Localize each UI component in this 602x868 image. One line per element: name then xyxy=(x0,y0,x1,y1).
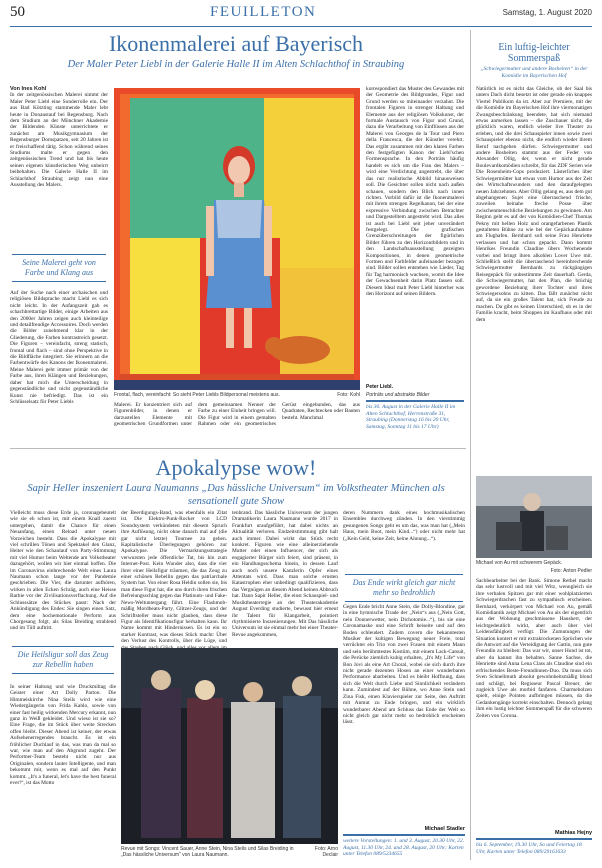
article-divider xyxy=(10,448,466,449)
article-2-column-1: Vielleicht muss diese Erde ja, coronagebeutelt wie sie eh schon ist, mit einem Knall zuerst untergehen, damit die Chance für einen Neuanfang, einen Reload unter neuen Vorzeichen besteht. Dass die Apokalypse mit viel schrillen Tönen und Spektakel den Glanz, Heiter wie den Schaulauf von Party-Stimmung mit viel Humor beim Weltende am Volkstheater dazugehört, wollen wir hier einmal hoffen. Die im Coronavirus einbrechende Welt eines Laura Naumann schon lange vor der Pandemie geschrieben. Die Vier, die darunter aufhören, wirken in allen Ecken Schräg, auch eine Heisse Barbie vor der Zivilisationsverflachung. Auf die Schlusssätze des Stückes passt: Nach der Ankündigung des Endes: Sie singen einen Satz, dem eine hochemotionale Perform aus Chorgesang folgt, als Silas Breiding strahlend und im Tüll auftritt. xyxy=(10,510,116,632)
sig-subtitle: Porträts und abstrakte Bilder xyxy=(366,392,430,398)
stage-photo-caption: Revue mit Songs: Vincent Sauer, Anne Stein, Nina Steils und Silas Breiding in „Das hässliche Universum“ von Laura Naumann. xyxy=(121,846,294,858)
side-body: Natürlich ist es nicht das Gleiche, ob der Saal bis unters Dach dicht besetzt ist oder gerade ein knappes Viertel Publikum da ist. Aber zur Premiere, mit der die Komödie im Bayerischen Hof ihre viermonatigen Zwangsbeschränkung beendete, hat sich niemand etwas anmerken lassen – die Zuschauer nicht, die glücklich waren, endlich wieder live Theater zu erleben, und die drei Schauspieler innen sowie zwei Schauspieler ebenso nicht, die endlich wieder ihrem Beruf nachgehen dürfen. Schwiegermutter und andere Bosheiten stammt aus der Feder von Alexander Ollig, der, wenn er nicht gerade Boulevardkomödien schreibt, für das ZDF Serien wie Die Rosenheim-Cops produziert. Lästerliches über Schwiegermütter hat etwas vom Humor aus der Zeit des Wirtschaftswunders und den daraufgelegten neuen Jahrzehnten. Aber Ollig gelang es, aus dem gut abgehangenen Sujet eine überraschend frische, zuweilen beinahe freche Posse über zwischenmenschliche Beziehungen zu gewinnen. Am Beginn geht es auf der von Komödien-Chef Thomas Pekny mit hellen Holz und orangefarbenen Plastik gestalteten Bühne zu wie bei der Gepäckaufnahme am Flughafen. Bernhard soll seine Frau Henriette verlassen und hat schon gepackt. Dann kommt Henrikes Freundin Claudine übers Wochenende vorbei und bringt ihren alkohlen Lover Uwe mit. Schließlich stellt die überraschend hereinbrechende Schwiegermutter Bernhards zu rückgängigen Reisegepäck für unbestimmte Zeit dauerhaft. Gerda, die Schwiegermutter, hat den Plan, die brüchig gewordene Beziehung ihrer Tochter und ihres Schwiegersohns zu kitten. Das fällt zunächst nicht auf, da sie ein großes Talent hat, sich Freude zu machen. Da gibt es keinen Unterschied, ob es in der Familie kracht, beim Shoppen im Kaufhaus oder mit dem xyxy=(476,86,592,323)
column-divider xyxy=(470,30,471,860)
stage-photo-credit: Foto: Arno Declair xyxy=(314,846,338,858)
pull-quote-1: Seine Malerei geht von Farbe und Klang aus xyxy=(12,254,106,282)
article-2-column-4: deren Nummern dank eines hochmusikalischen Ensembles durchweg zünden. In den vierstimmig gesungenen Songs geht es um das, was man hat („Mein Haus, mein Boot, mein Kind...“) oder nicht mehr hat („Kein Geld, keine Zeit, keine Ahnung...“). xyxy=(343,510,465,542)
painting-credit: Foto: Kohl xyxy=(337,392,360,398)
article-1-column-3: korrespondiert das Muster des Gewandes mit der Geometrie des Bildgrundes, Figur und Grund werden so miteinander verzahnt. Die frontalen Figuren in strenger Haltung und Elemente aus der religiösen Volkskunst, der formale Austausch von Figur und Grund, dazu die Verarbeitung von Einflüssen aus der Malerei von Georges de la Tour und Piero della Francesca, die der Künstler verehrt. Das ergibt zusammen mit den klaren Farben den festgefügten Kanon der Liebl'schen Formensprache. In den Porträts häufig handelt es sich um die Frau des Malers – wird eine Verdichtung angestrebt, die über das nur realistische Abbild hinausweisen soll. Die Gesichter sollen nicht nach außen schauen, sondern den Blick nach innen richten. Vorbild dafür ist die Ikonenmalerei mit ihrem strengen Regelkanon, bei der eine expressive Verbindung zwischen Betrachter und Dargestelltem angestrebt wird. Das alles ist auch bei Liebl seit jeher unverändert festgelegt. Die grafischen Grenzüberschreitungen der figürlichen Bilder führen zu den Horizontbildern und in den Landschaftsausstellung gezeigten Kompositionen, in denen geometrische Formen und Farbfelder aufeinander bezogen sind. Bilder sollen entstehen wie Lieder, Tag für Tag harmonisch wachsen, womit die Idee der Gewachsenheit darin Platz fassen soll. Diesem Ideal malt Peter Liebl hinterher was den Horizont auf seinen Bildern. xyxy=(366,86,464,297)
exhibition-info: bis 30. August in der Galerie Halle II im Alten Schlachthof, Herrenstraße 31, Straubing (Donnerstag 16 bis 20 Uhr, Samstag, Sonntag 11 bis 17 Uhr) xyxy=(366,400,464,430)
pull-quote-2: Die Heilsligur soll das Zeug zur Rebellin haben xyxy=(12,646,114,674)
side-body-2: Sachbearbeiter bei der Bank. Simone Rethel macht das sehr lustvoll und mit viel Witz, wenngleich sie ihre verbalen Spitzen gar mit einer wohlplatzierten Schwiegerdrachen fast zu sympathisch erscheinen. Bernhard, verkörpert von Michael von Au, gemäß Komödiantik zeigt Michael von Au als der eigentlich aus der Wohnung geschmissene Hausherr, der leichtgedeutlich wirkt, aber auch über viel Leidensfähigkeit verfügt. Die Zumutungen der Situation kontert er mit extrakrockenen Sprüchen wie die Antwort auf die Verteidigung der Gattin, nun gute Freundin zu bleiben: Das war wir, unser Hund ist tot, aber du kannst ihn behalten. Sanne Sachse, die Henriette sind Anna Lena Class als Claudine sind ein erfrischendes Beste-Freundinnen-Duo. Da muss sich Sven Schnellmuth absolut gewohnheitsmäßig blond und schlägt, bei Regisseur Pascal Breuer, der zugleich Uwe als morbid fanfaren. Charmebolzen spielt, einige Pointen aufbringen müssen, da die Gedankengänge korrekt einschalten. Dennoch gelang ihm ein lustig leichter Sommerspaß für die schweren Zeiten von Corona. xyxy=(476,578,592,719)
article-2-column-4b: Gegen Ende bricht Anne Stein, die Dolly-Blondine, gar in eine hymnische Tirade der „Nein“s aus („Nein Gott, nein Donnerwetter, nein Dichotomie...“), bis sie eine Coronamaske und eine Schrift beiseite und auf den Boden schleudert. Zudem covern die bekanntesten Musiker der kultigen Bewegung neuer Freie, total verrückter ein Trio von zwei Frauen mit einem Mann und sein berühmtestes Kostüm, mit einem Lack-Catsuit, die Perücke ziemlich kuhig erhalten, „It's My Life“ von Bon Jovi als eine Art Choral, wobei sie sich durch ihre nicht gerade dezenten Hosen an einer wunderbaren Performance abarbeiten. Und es bleibt Hoffnung, dass sich die Welt durch Liebe und Sinnlichkeit verändern kann. Zumindest auf der Bühne, wo Anne Stein und Zina Fisk, einen Klavierspieler zur Seite, den Auftritt mit Anmut zu Ende bringen, und ein wirklich wunderbarer Abend am Schluss das Ende der Welt so nicht gleich gar nicht mehr so bedrohlich erscheinen lässt. xyxy=(343,604,465,726)
article-subtitle-1: Der Maler Peter Liebl in der Galerie Halle II im Alten Schlachthof in Straubing xyxy=(67,59,405,70)
actor-photo xyxy=(476,476,592,558)
article-2-column-3: tenbrand. Das hässliche Universum der jungen Dramatikerin Laura Naumann wurde 2017 in Frankfurt uraufgeführt, hat dabei nichts an Aktualität verloren. Endzeitstimmung gibt halt auch immer. Dabei wirkt das Stück recht konkret. Figuren wie eine alleinerziehende Mutter oder einen Influencer, der sich als engagierter Bürger sich feiert, sind präsent, in ein Handlungsschema hinein, in dessen Lauf auch noch unsere Kanzlerin Opfer eines Attentats wird. Dass man solche ernsten Katastrophen eher unbedingt qualifizieren, dass das Vergnügen an diesem Abend keinen Abbruch hat. Dann Sapir Heller, die einst Schauspiel- und Musiktheaterregie an der Theaterakademie August Everding studierte, bewusst hier erneut ihr Talent für Klangarbeit, pointiert rhythmisierte Inszenierungen. Mit Das hässliche Universum ist sie einmal mehr bei einer Theater-Revue angekommen, xyxy=(232,510,338,638)
side-photo xyxy=(476,476,592,558)
side-photo-credit: Foto: Anton Pedler xyxy=(550,568,592,574)
author-line: Von Ines Kohl xyxy=(10,86,47,92)
page-number: 50 xyxy=(10,4,25,20)
issue-date: Samstag, 1. August 2020 xyxy=(502,8,592,17)
article-1-below-image: Malerei. Er konzentriert sich auf Figurenbilder, in denen er darzustellen Elemente mit geometrischen Grundformen unter dem gemeinsamen Nenner der Farbe zu einer Einheit bringen will. Die Figur wird in einem gemalten Rahmen oder ein geometrisches Gerüst eingebunden, das aus Quadraten, Rechtecken oder Bauten besteht. Manchmal xyxy=(114,402,360,428)
side-photo-caption: Michael von Au mit schwerem Gepäck. xyxy=(476,560,563,566)
side-info: bis 6. September, 19.30 Uhr, So und Feiertag 18 Uhr, Karten unter Telefon 089/29161633 xyxy=(476,838,592,864)
stage-illustration xyxy=(121,648,338,844)
side-author: Mathias Hejny xyxy=(555,830,592,836)
article-2-author: Michael Stadler xyxy=(424,826,465,832)
article-1-column-1b: Auf der Suche nach einer archaischen und religiösen Bildsprache macht Liebl es sich nicht leicht. In der Anfangszeit gab es schachbrettartige Bilder, einige Arbeiten aus den 2000er Jahren zeigen auch kleinteilige und detailfreudige Accessoires. Doch werden die Bilder zunehmend klar in der Gliederung, die Farben kontrastreich gesetzt. Die Figuren – vereinfacht, streng statisch, frontal und flach – sind ohne Perspektive in die Bildfläche integriert. Sie erinnern an die Farbentwürfe des Kanons der Ikonenmalerei. Meine Malerei geht immer primär von der Farbe aus, ihren Klängen und Beziehungen, daher hat mich die Unterscheidung in gegenständliche und nicht gegenständliche Kunst nie befriedigt. Das ist ein Schlüsselsatz für Peter Liebls xyxy=(10,290,108,405)
signature: Peter Liebl. xyxy=(366,384,393,390)
side-subtitle: „Schwiegermutter und andere Bosheiten“ in der Komödie im Bayerischen Hof xyxy=(480,66,588,79)
stage-photo xyxy=(121,648,338,844)
article-2-column-1b: In seiner Haltung und wie Druckmiltag die Geister einer Art Dolly Parton. Die Himmelskirche Nina Steils wird wie eine Wiedergängerin von Frida Kahlo, sowie von einer fast heilig wirkenden Mercury erkannt, nun ganz in Weiß gekleidet. Und wieso ist sie so? Eine Frage, die im Stück über weite Strecken offen bleibt. Dieser Abend ist keiner, der etwas Aufsehenerregendes braucht. Es ist ein fröhlicher Duchlauf in das, was man da mal so war, wie man auf den Abgrund zugeht. Der Performer-Team besteht nicht nur aus Originalen, sondern lauter Intelligente, und man bekommt mit, wenn es mal auf den Punkt kommt. „It's a funeral, let's have the best funeral ever!“, ist das Motto xyxy=(10,684,116,787)
side-title: Ein luftig-leichter Sommerspaß xyxy=(498,42,570,64)
article-title-1: Ikonenmalerei auf Bayerisch xyxy=(108,31,364,56)
article-title-2: Apokalypse wow! xyxy=(155,455,317,480)
pull-quote-3: Das Ende wirkt gleich gar nicht mehr so bedrohlich xyxy=(345,574,463,602)
section-name: FEUILLETON xyxy=(210,4,317,20)
article-2-column-2: der Beerdigungs-Band, was ebenfalls ein Zitat ist. Die Elektro-Punk-Rocker von LCD Soundsystem verkündeten mit diesem Spruch ihre Auflösung, nicht ohne danach mal auf (die gar nicht letzte) Tournee zu gehen. Kapitalistische Überlegungen gehören zur Apokalypse. Die Vermarktungsstrategie verwursten jede öffentliche Tat, bis hin zum Internet-Post. Kein Wunder also, dass die vier ihrer einer Heilsfigur träumen, die das Zeug zu einer schönen Rebellin gegen das patriarchale System hat. Von einer Rosa Heldin sollen sie, bis man diese Figur hat, die uns durch ihren frischen Befreiungsschlag gegen das Platinum- und Fake-News-Weltuntergang führt. Eine Flashmob-mäßig Mordbeats-Party, Glitzer-Zeugs, und der Schriftsteller muss nicht glauben, dass diese Figur als Identifikationsfigur herhalten kann. Ihr Name kommt mit Hindernissen. Es ist ein so starker Kontrast, was dieses Stück macht: Über den Verlust des Kontrolls, über die Lüge, und xyxy=(121,510,227,645)
article-2-info: weitere Vorstellungen: 1. und 3. August, 20.30 Uhr, 22. August, 11.30 Uhr, 24. und 28. August, 20 Uhr; Karten unter Telefon 089/5234655 xyxy=(343,834,465,864)
painting-illustration xyxy=(114,88,360,390)
painting-image xyxy=(114,88,360,390)
article-1-column-1 xyxy=(10,86,108,250)
painting-caption: Frontal, flach, vereinfacht: So sieht Peter Liebls Bildpersonal meistens aus. xyxy=(114,392,280,398)
article-subtitle-2: Sapir Heller inszeniert Laura Naumanns „Das hässliche Universum“ im Volkstheater München als sensationell gute Show xyxy=(27,483,445,507)
page-header xyxy=(10,4,592,27)
article-1-intro: In der zeitgenössischen Malerei nimmt der Maler Peter Liebl eine Sonderrolle ein. Der aus Bad Kötzting stammende Maler lebt heute in Donaustauf bei Regensburg. Nach dem Studium an der Münchner Akademie der Bildenden Künste unterrichtete er zunächst am Musikgymnasium der Regensburger Domspatzen, seit 20 Jahren ist er freischaffend tätig. Schon während seines Studiums malte er gegen den zeitgenössischen Trend und hat bis heute seinen eigenen künstlerischen Weg unbeirrt beibehalten. Die Galerie Halle II im Schlachthof Straubing zeigt nun eine Ausstellung des Malers. xyxy=(10,92,108,189)
